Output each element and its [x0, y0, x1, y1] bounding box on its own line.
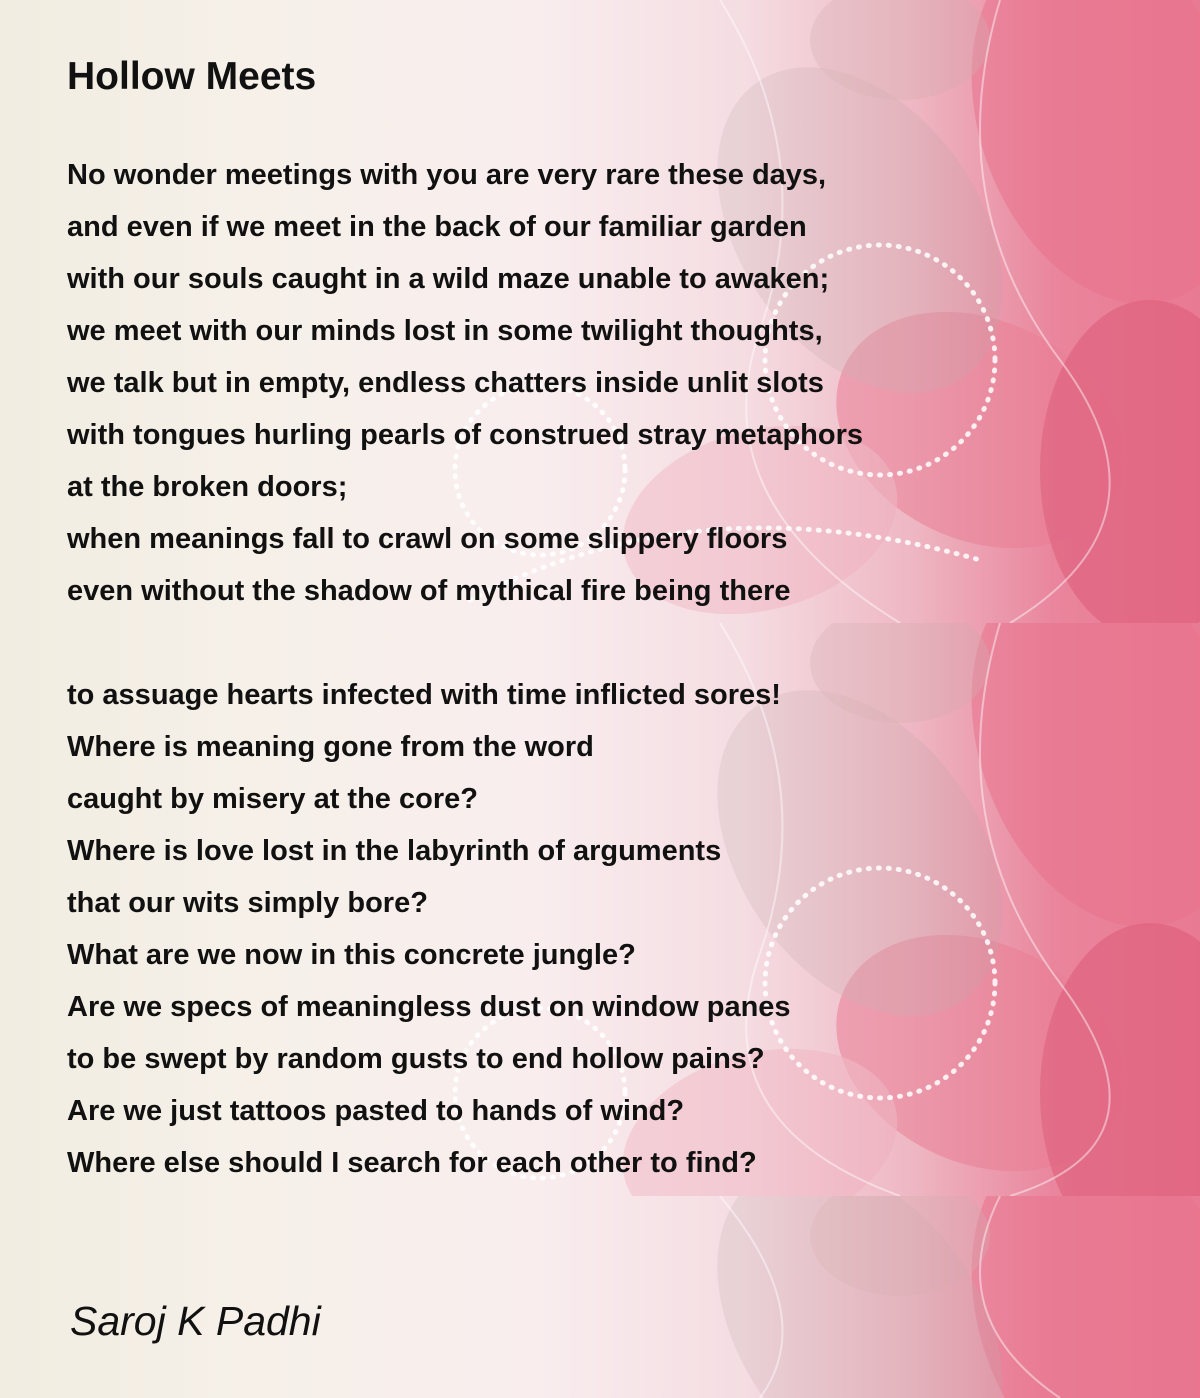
- poem-author: Saroj K Padhi: [70, 1298, 321, 1344]
- poem-line: and even if we meet in the back of our familiar garden: [67, 211, 807, 243]
- poem-line: when meanings fall to crawl on some slippery floors: [67, 523, 788, 555]
- poem-line: at the broken doors;: [67, 471, 348, 503]
- poem-line: No wonder meetings with you are very rare these days,: [67, 159, 827, 191]
- poem-line: Are we just tattoos pasted to hands of wind?: [67, 1095, 685, 1127]
- poem-line: even without the shadow of mythical fire being there: [67, 575, 791, 607]
- poem-stanza: [67, 669, 1067, 1189]
- poem-line: we meet with our minds lost in some twilight thoughts,: [67, 315, 823, 347]
- poem-line: Are we specs of meaningless dust on window panes: [67, 991, 791, 1023]
- poem-body: [67, 149, 1067, 1189]
- poem-line: that our wits simply bore?: [67, 887, 428, 919]
- poem-line: to be swept by random gusts to end hollow pains?: [67, 1043, 765, 1075]
- poem-title: Hollow Meets: [67, 55, 317, 98]
- poem-line: we talk but in empty, endless chatters inside unlit slots: [67, 367, 824, 399]
- poem-line: with our souls caught in a wild maze unable to awaken;: [67, 263, 830, 295]
- poem-line: Where else should I search for each other to find?: [67, 1147, 757, 1179]
- poem-stanza: [67, 149, 1067, 617]
- poem-line: Where is meaning gone from the word: [67, 731, 594, 763]
- poem-line: Where is love lost in the labyrinth of arguments: [67, 835, 722, 867]
- poem-line: to assuage hearts infected with time inflicted sores!: [67, 679, 781, 711]
- poem-line: with tongues hurling pearls of construed stray metaphors: [67, 419, 863, 451]
- poem-line: What are we now in this concrete jungle?: [67, 939, 636, 971]
- poem-line: caught by misery at the core?: [67, 783, 478, 815]
